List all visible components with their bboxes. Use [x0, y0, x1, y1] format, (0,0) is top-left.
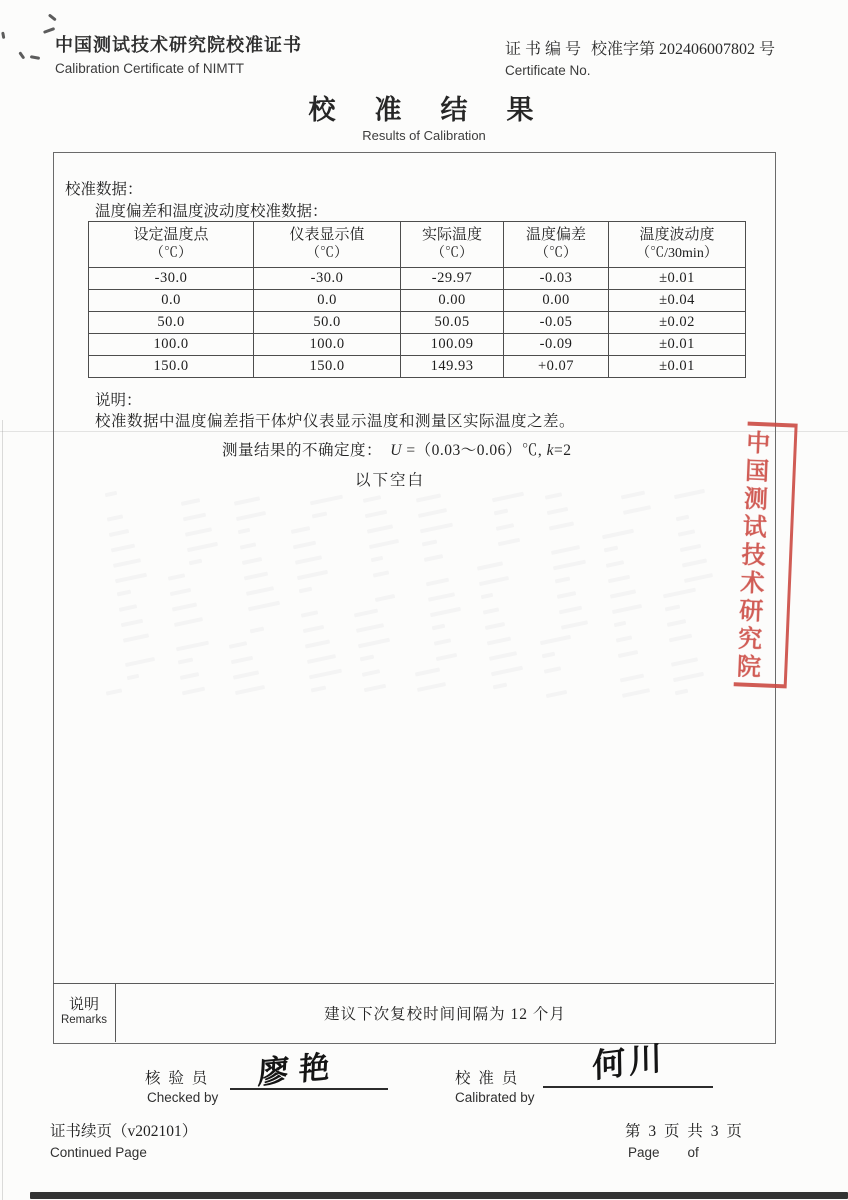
pen-mark [30, 55, 40, 60]
pen-mark [19, 51, 26, 59]
uncertainty-k-symbol: k [546, 442, 554, 459]
remarks-divider-horizontal [53, 983, 774, 984]
cell-indicated: 100.0 [254, 334, 401, 356]
notes-label: 说明： [95, 392, 142, 409]
red-seal-stamp [702, 412, 806, 698]
page-title-en: Results of Calibration [362, 128, 486, 143]
table-header-row [89, 222, 746, 268]
certificate-number-value: 校准字第 202406007802 号 [591, 41, 776, 58]
uncertainty-mid: =（0.03～0.06）℃, [401, 442, 547, 459]
cell-set-temp: 100.0 [89, 334, 254, 356]
cell-fluctuation: ±0.01 [609, 356, 746, 378]
calibrated-by-signature: 何川 [592, 1040, 667, 1086]
pen-mark [2, 32, 6, 39]
cell-actual: 100.09 [401, 334, 504, 356]
cell-fluctuation: ±0.04 [609, 290, 746, 312]
col-header-set-temp: 设定温度点 （℃） [89, 222, 254, 268]
col-header-deviation: 温度偏差 （℃） [504, 222, 609, 268]
org-title-zh: 中国测试技术研究院校准证书 [55, 35, 302, 55]
cell-fluctuation: ±0.01 [609, 334, 746, 356]
calibrated-by-signature-line [543, 1086, 713, 1088]
calibrated-by-label-en: Calibrated by [455, 1090, 535, 1105]
uncertainty-suffix: =2 [553, 442, 572, 459]
footer-of-word: of [687, 1145, 699, 1160]
pen-mark [48, 13, 57, 21]
stamp-border-bottom [734, 682, 787, 688]
table-row [89, 356, 746, 378]
cell-deviation: -0.05 [504, 312, 609, 334]
checked-by-signature-line [230, 1088, 388, 1090]
cell-indicated: 50.0 [254, 312, 401, 334]
footer-continued-page-zh: 证书续页（v202101） [50, 1123, 198, 1140]
cell-set-temp: 150.0 [89, 356, 254, 378]
note-text: 校准数据中温度偏差指干体炉仪表显示温度和测量区实际温度之差。 [95, 413, 576, 430]
col-header-fluctuation: 温度波动度 （℃/30min） [609, 222, 746, 268]
footer-continued-page-en: Continued Page [50, 1145, 147, 1160]
table-row [89, 334, 746, 356]
table-caption: 温度偏差和温度波动度校准数据： [95, 203, 328, 220]
certificate-number-line [505, 36, 775, 59]
scan-bottom-edge [30, 1192, 848, 1199]
cell-indicated: 0.0 [254, 290, 401, 312]
certificate-number-label-zh: 证 书 编 号 [505, 41, 582, 58]
uncertainty-prefix: 测量结果的不确定度： [222, 442, 391, 459]
table-row [89, 290, 746, 312]
scan-edge-line [2, 420, 3, 1200]
stamp-border-vertical [783, 424, 798, 689]
remarks-label-zh: 说明 [68, 997, 99, 1013]
uncertainty-u-symbol: U [390, 442, 402, 459]
table-row [89, 312, 746, 334]
footer-page-number-zh: 第 3 页 共 3 页 [625, 1123, 744, 1140]
calibrated-by-label-zh: 校 准 员 [455, 1070, 520, 1087]
calibration-table [88, 221, 746, 378]
blank-below-label: 以下空白 [354, 472, 425, 489]
cell-deviation: -0.03 [504, 268, 609, 290]
cell-actual: 50.05 [401, 312, 504, 334]
checked-by-label-en: Checked by [147, 1090, 219, 1105]
certificate-number-label-en: Certificate No. [505, 63, 591, 78]
cell-deviation: 0.00 [504, 290, 609, 312]
remarks-content: 建议下次复校时间间隔为 12 个月 [324, 1006, 566, 1023]
table-row [89, 268, 746, 290]
cell-set-temp: 0.0 [89, 290, 254, 312]
footer-page-number-en [628, 1145, 699, 1160]
col-header-indicated: 仪表显示值 （℃） [254, 222, 401, 268]
stamp-text: 中国测试技术研究院 [731, 429, 769, 683]
uncertainty-statement [222, 438, 571, 460]
org-title-en: Calibration Certificate of NIMTT [55, 61, 245, 76]
stamp-border-top [748, 422, 798, 428]
cell-actual: -29.97 [401, 268, 504, 290]
footer-page-word: Page [628, 1145, 660, 1160]
pen-mark [43, 27, 55, 33]
col-header-actual: 实际温度 （℃） [401, 222, 504, 268]
cell-actual: 0.00 [401, 290, 504, 312]
cell-indicated: -30.0 [254, 268, 401, 290]
cell-fluctuation: ±0.01 [609, 268, 746, 290]
cell-set-temp: 50.0 [89, 312, 254, 334]
cell-set-temp: -30.0 [89, 268, 254, 290]
checked-by-label-zh: 核 验 员 [145, 1070, 210, 1087]
calibration-data-label: 校准数据： [65, 181, 143, 198]
checked-by-signature: 廖艳 [257, 1048, 341, 1091]
cell-deviation: +0.07 [504, 356, 609, 378]
cell-deviation: -0.09 [504, 334, 609, 356]
cell-actual: 149.93 [401, 356, 504, 378]
remarks-label-en: Remarks [60, 1014, 107, 1026]
cell-fluctuation: ±0.02 [609, 312, 746, 334]
page-title-zh: 校 准 结 果 [308, 95, 540, 125]
cell-indicated: 150.0 [254, 356, 401, 378]
